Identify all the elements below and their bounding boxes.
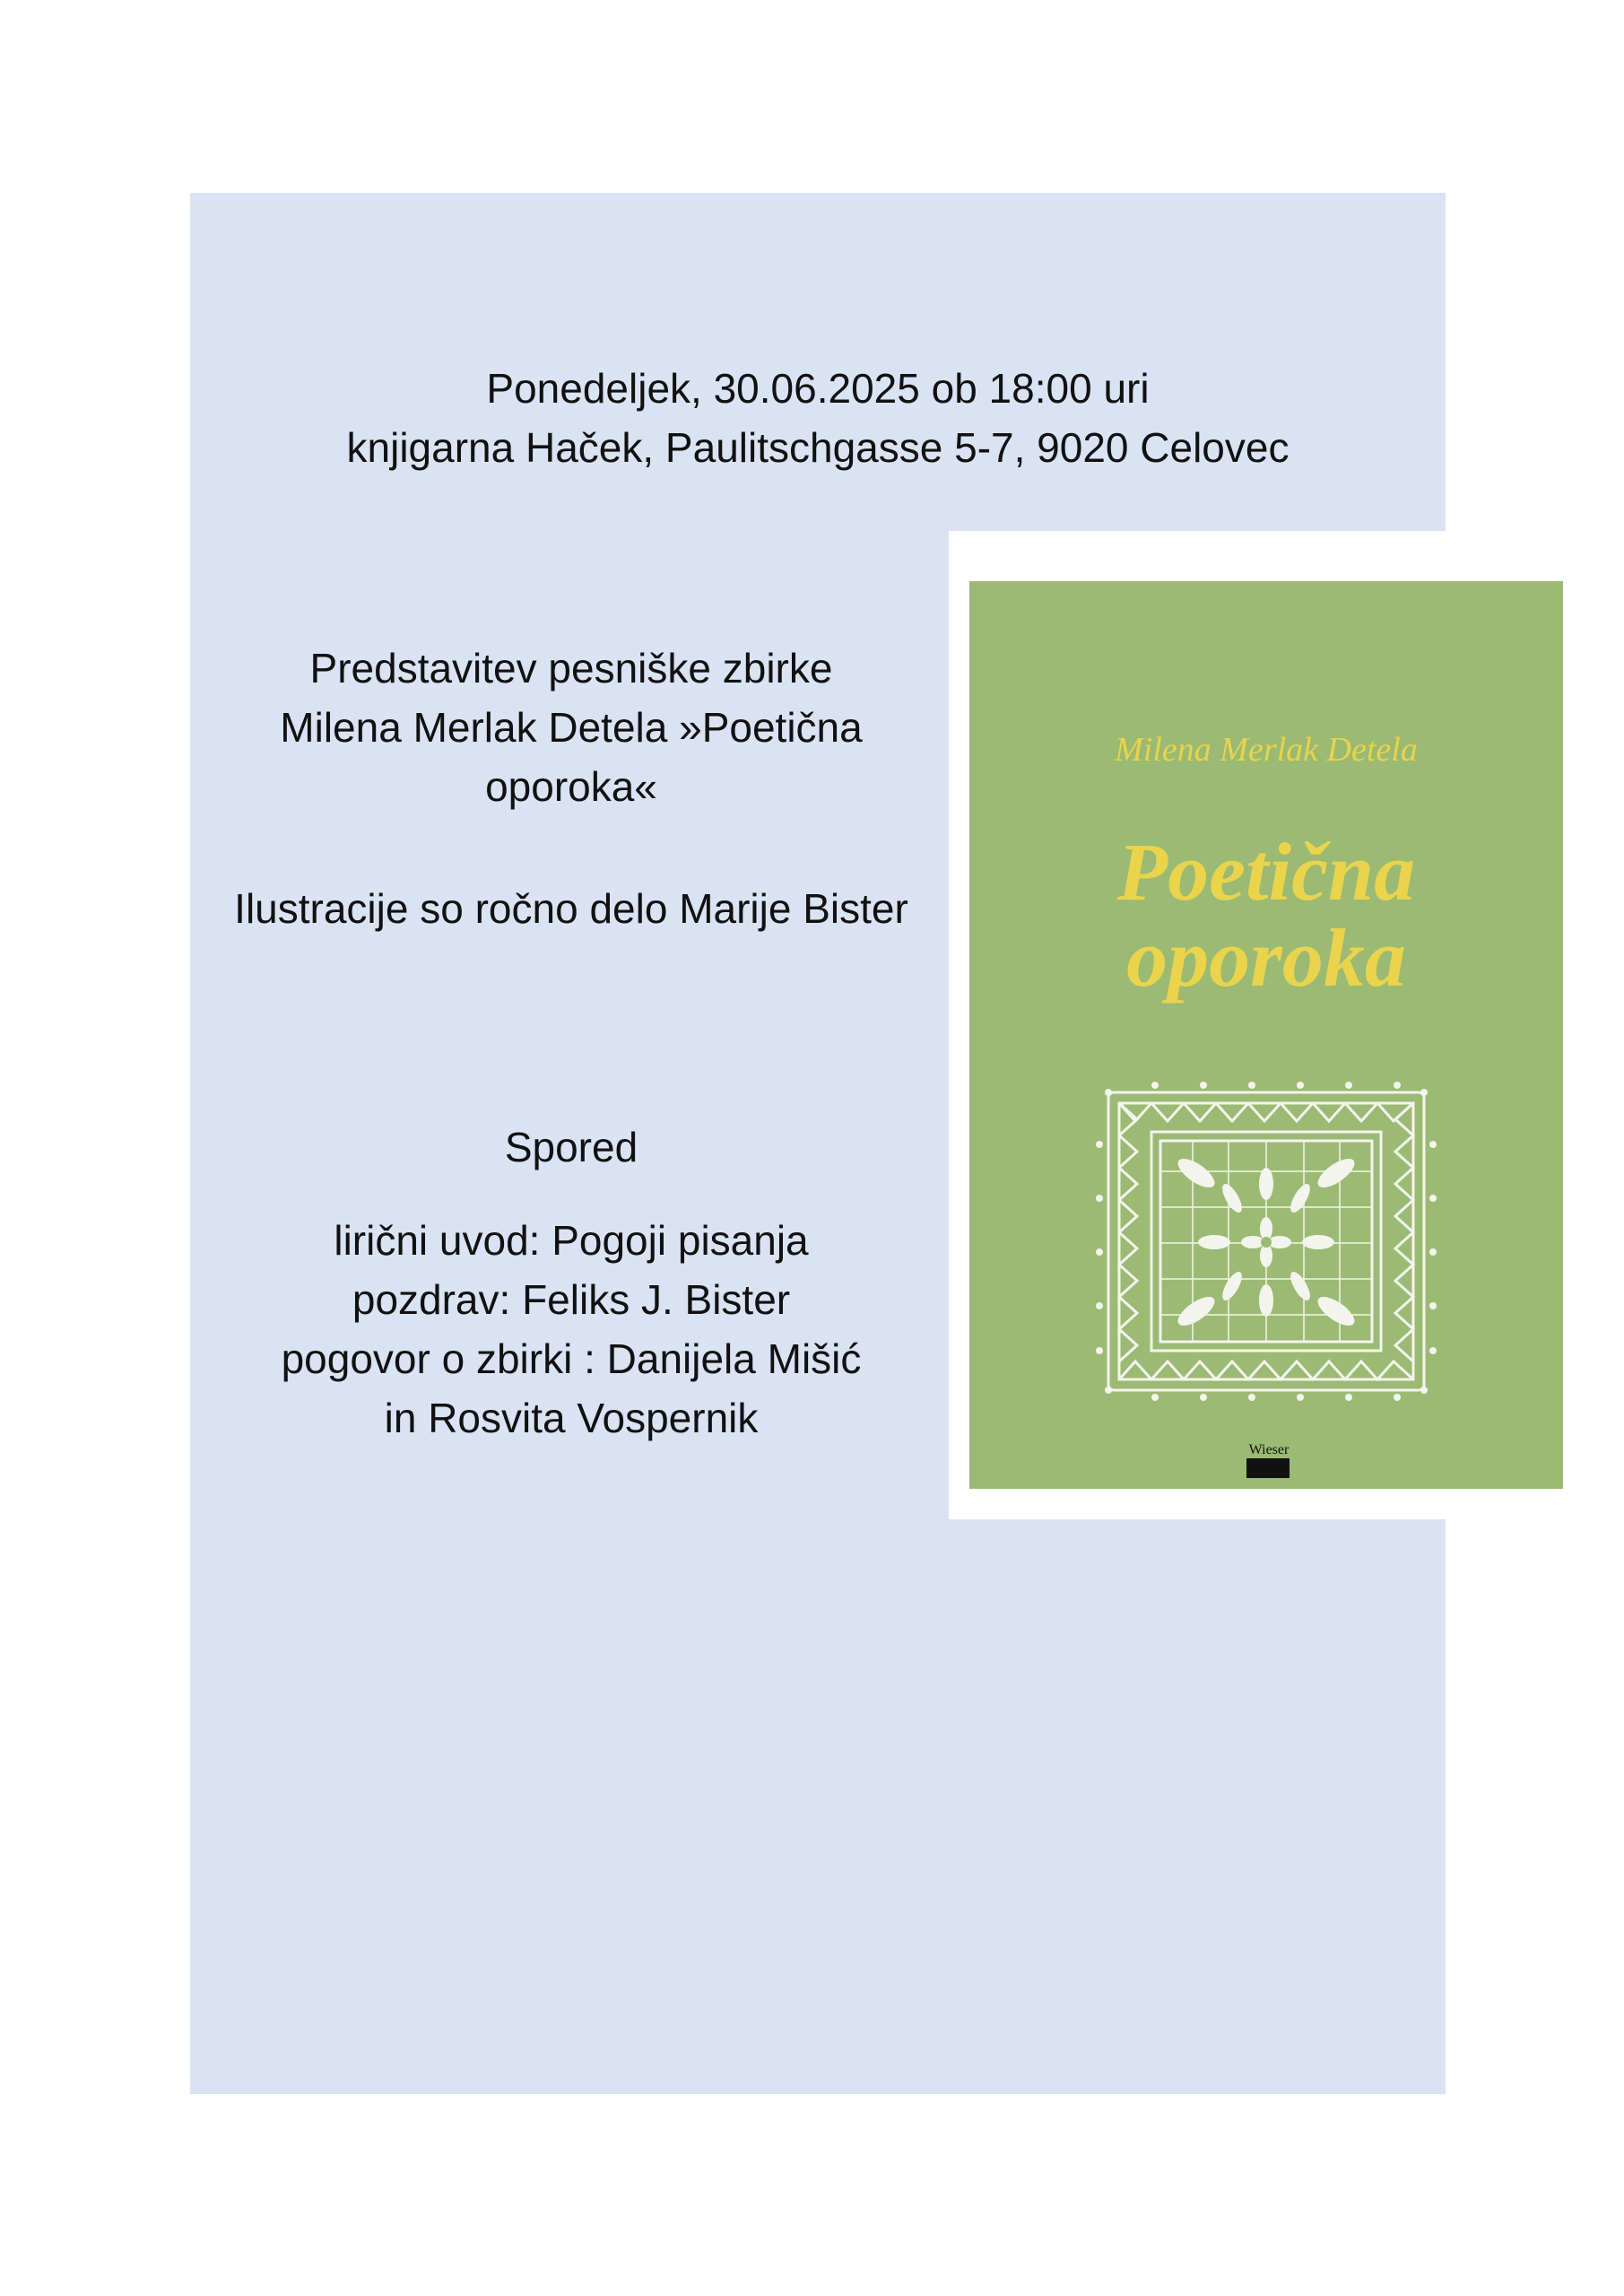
- program-heading: Spored: [504, 1124, 638, 1170]
- book-cover: [969, 581, 1563, 1489]
- cover-title-line-2: oporoka: [1126, 912, 1406, 1004]
- event-date: Ponedeljek, 30.06.2025 ob 18:00 uri: [486, 365, 1150, 412]
- illustrations-credit: Ilustracije so ročno delo Marije Bister: [234, 885, 908, 932]
- program-item: pogovor o zbirki : Danijela Mišić: [281, 1335, 862, 1382]
- presentation-line-3: oporoka«: [485, 763, 657, 810]
- presentation-line-1: Predstavitev pesniške zbirke: [309, 645, 833, 691]
- program-item: lirični uvod: Pogoji pisanja: [334, 1217, 809, 1264]
- cover-title-line-1: Poetična: [1116, 826, 1416, 918]
- publisher-name: Wieser: [1248, 1442, 1290, 1457]
- cover-author: Milena Merlak Detela: [1115, 731, 1418, 769]
- event-location: knjigarna Haček, Paulitschgasse 5-7, 9020 Celovec: [346, 424, 1290, 471]
- publisher-logo: [1246, 1458, 1290, 1478]
- program-item: pozdrav: Feliks J. Bister: [352, 1276, 791, 1323]
- presentation-line-2: Milena Merlak Detela »Poetična: [280, 704, 863, 751]
- lace-doily-illustration: [1089, 1073, 1444, 1410]
- program-item: in Rosvita Vospernik: [384, 1395, 759, 1441]
